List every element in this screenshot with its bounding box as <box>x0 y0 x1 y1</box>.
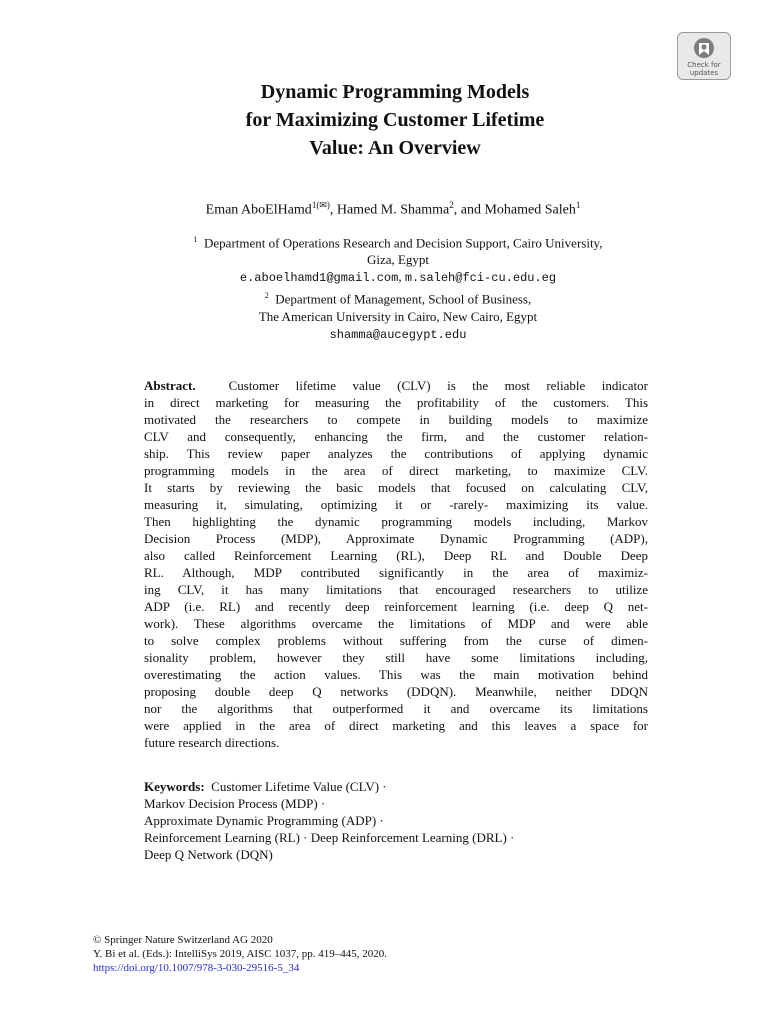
abstract-line: overestimating the action values. This was the main motivation behind <box>144 667 648 682</box>
abstract-line: motivated the researchers to compete in building models to maximize <box>144 412 648 427</box>
author-separator: , <box>329 202 337 218</box>
email-line <box>110 325 686 344</box>
abstract-line: in direct marketing for measuring the profitability of the customers. This <box>144 395 648 410</box>
author-name: Eman AboElHamd <box>205 202 312 218</box>
check-for-updates-badge[interactable] <box>677 32 731 80</box>
abstract-line: were applied in the area of direct marketing and this leaves a space for <box>144 718 648 733</box>
keyword-line: Markov Decision Process (MDP) · <box>144 796 326 811</box>
abstract-line: RL. Although, MDP contributed significantly in the area of maximiz- <box>144 565 648 580</box>
abstract-line: ship. This review paper analyzes the contributions of applying dynamic <box>144 446 648 461</box>
affiliation-line: Giza, Egypt <box>366 252 430 268</box>
author-list <box>0 196 768 220</box>
author-affiliation-mark: 2 <box>449 200 454 210</box>
affiliation-number: 2 <box>264 291 269 301</box>
abstract-heading: Abstract. <box>144 378 196 393</box>
email-link[interactable]: m.saleh@fci-cu.edu.eg <box>404 271 557 286</box>
abstract-line: programming models in the area of direct marketing, to maximize CLV. <box>144 463 648 478</box>
abstract-line: to solve complex problems without suffering from the curse of dimen- <box>144 633 648 648</box>
affiliations <box>110 231 686 344</box>
abstract-line: Then highlighting the dynamic programming models including, Markov <box>144 514 648 529</box>
keyword-line: Approximate Dynamic Programming (ADP) · <box>144 813 384 828</box>
keywords <box>144 778 648 863</box>
abstract-line: proposing double deep Q networks (DDQN). Meanwhile, neither DDQN <box>144 684 648 699</box>
affiliation-line: The American University in Cairo, New Cairo, Egypt <box>258 308 538 324</box>
copyright-line: © Springer Nature Switzerland AG 2020 <box>93 934 273 946</box>
abstract-line: nor the algorithms that outperformed it and overcame its limitations <box>144 701 648 716</box>
keywords-heading: Keywords: <box>144 779 205 794</box>
citation-line: Y. Bi et al. (Eds.): IntelliSys 2019, AISC 1037, pp. 419–445, 2020. <box>93 948 388 960</box>
doi-link[interactable]: https://doi.org/10.1007/978-3-030-29516-5_34 <box>93 962 300 974</box>
affiliation-line <box>110 231 686 251</box>
keyword-text: Customer Lifetime Value (CLV) · <box>204 779 387 794</box>
abstract-line: also called Reinforcement Learning (RL), Deep RL and Double Deep <box>144 548 648 563</box>
abstract-line: work). These algorithms overcame the limitations of MDP and were able <box>144 616 648 631</box>
author-affiliation-mark: 1(✉) <box>311 200 330 210</box>
author-affiliation-mark: 1 <box>575 200 581 210</box>
abstract-line: sionality problem, however they still have some limitations including, <box>144 650 648 665</box>
title-line: Dynamic Programming Models <box>260 81 530 103</box>
keyword-line: Deep Q Network (DQN) <box>144 847 273 862</box>
abstract-line: measuring it, simulating, optimizing it or -rarely- maximizing its value. <box>144 497 648 512</box>
keyword-line <box>144 778 648 795</box>
footer <box>93 933 693 975</box>
affiliation-text: Department of Management, School of Business, <box>275 291 532 307</box>
abstract-line: Decision Process (MDP), Approximate Dynamic Programming (ADP), <box>144 531 648 546</box>
abstract-line: It starts by reviewing the basic models that focused on calculating CLV, <box>144 480 648 495</box>
title-line: for Maximizing Customer Lifetime <box>245 109 545 131</box>
affiliation-text: Department of Operations Research and Decision Support, Cairo University, <box>204 235 603 251</box>
abstract-line: ing CLV, it has many limitations that encouraged researchers to utilize <box>144 582 648 597</box>
abstract-text: Customer lifetime value (CLV) is the most reliable indicator <box>195 378 648 393</box>
badge-line-2: updates <box>689 69 719 77</box>
paper-title <box>100 78 690 162</box>
email-line <box>110 268 686 287</box>
author-name: Mohamed Saleh <box>484 202 576 218</box>
abstract-line: future research directions. <box>144 735 280 750</box>
affiliation-line <box>110 287 686 307</box>
email-link[interactable]: shamma@aucegypt.edu <box>329 327 467 342</box>
badge-line-1: Check for <box>687 61 721 69</box>
crossmark-icon <box>690 37 718 61</box>
email-separator: , <box>398 269 405 285</box>
author-separator: , and <box>453 202 485 218</box>
title-line: Value: An Overview <box>309 137 481 159</box>
affiliation-number: 1 <box>193 235 198 244</box>
abstract-line <box>144 377 648 394</box>
abstract <box>144 377 648 751</box>
email-link[interactable]: e.aboelhamd1@gmail.com <box>239 271 399 286</box>
abstract-line: CLV and consequently, enhancing the firm, and the customer relation- <box>144 429 648 444</box>
abstract-line: ADP (i.e. RL) and recently deep reinforcement learning (i.e. deep Q net- <box>144 599 648 614</box>
author-name: Hamed M. Shamma <box>336 202 450 218</box>
keyword-line: Reinforcement Learning (RL) · Deep Reinforcement Learning (DRL) · <box>144 830 515 845</box>
